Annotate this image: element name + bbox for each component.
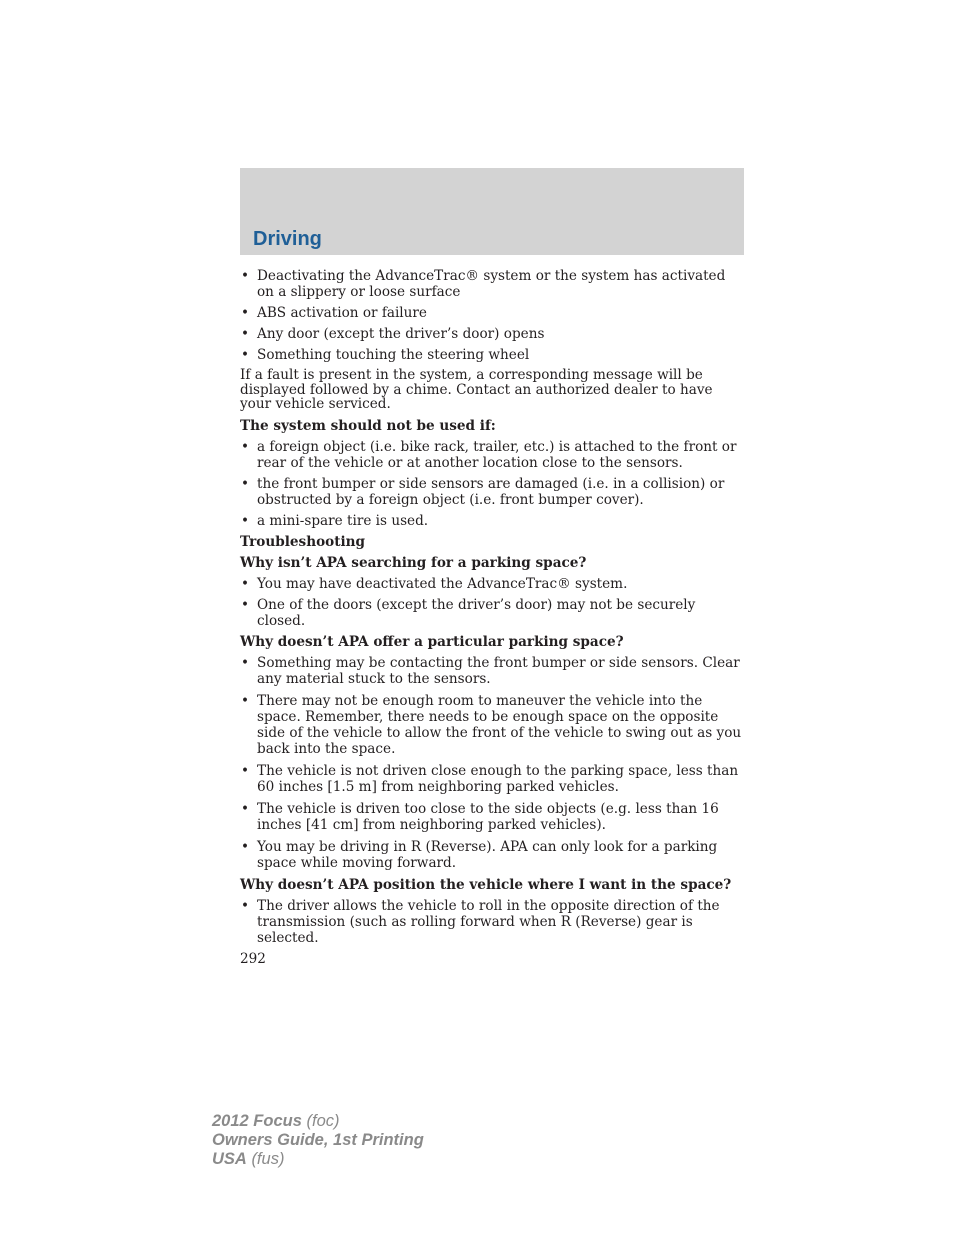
bullet-icon: •: [241, 512, 250, 529]
list-item: • Any door (except the driver’s door) opens: [241, 326, 545, 342]
fault-paragraph: If a fault is present in the system, a corresponding message will be displayed followed by a chime. Contact an authorized dealer to have your vehicle serviced.: [240, 367, 713, 412]
bullet-list-q3: [240, 898, 746, 946]
question-2: Why doesn’t APA offer a particular parking space?: [240, 633, 624, 650]
document-footer: [212, 1112, 424, 1169]
bullet-icon: •: [241, 347, 250, 363]
footer-line-market: USA (fus): [212, 1150, 285, 1168]
list-item: • The vehicle is driven too close to the side objects (e.g. less than 16 inches [41 cm] from neighboring parked vehicles).: [241, 800, 719, 833]
section-title: Driving: [253, 228, 322, 250]
list-item: • Something touching the steering wheel: [241, 347, 530, 363]
footer-line-edition: Owners Guide, 1st Printing: [212, 1131, 424, 1149]
bullet-icon: •: [241, 596, 250, 613]
list-item: • The vehicle is not driven close enough to the parking space, less than 60 inches [1.5 m] from neighboring parked vehicles.: [241, 762, 739, 795]
bullet-icon: •: [241, 305, 250, 321]
bullet-icon: •: [241, 326, 250, 342]
bullet-icon: •: [241, 654, 250, 671]
list-item: • the front bumper or side sensors are damaged (i.e. in a collision) or obstructed by a foreign object (i.e. front bumper cover).: [241, 475, 725, 508]
bullet-icon: •: [241, 897, 250, 914]
page-number: 292: [240, 950, 266, 967]
bullet-icon: •: [241, 762, 250, 779]
list-item: • ABS activation or failure: [241, 305, 427, 321]
question-3: Why doesn’t APA position the vehicle where I want in the space?: [240, 876, 732, 893]
bullet-list-conditions: [240, 268, 746, 363]
section-header: [240, 168, 744, 255]
bullet-icon: •: [241, 838, 250, 855]
list-item: • One of the doors (except the driver’s door) may not be securely closed.: [241, 596, 696, 629]
bullet-icon: •: [241, 438, 250, 455]
bullet-icon: •: [241, 475, 250, 492]
list-item: • There may not be enough room to maneuver the vehicle into the space. Remember, there needs to be enough space on the opposite side of the vehicle to allow the front of the vehicle to swing out as you back into the space.: [241, 692, 742, 757]
list-item: • Deactivating the AdvanceTrac® system or the system has activated on a slippery or loose surface: [241, 268, 726, 300]
list-item: • The driver allows the vehicle to roll in the opposite direction of the transmission (such as rolling forward when R (Reverse) gear is selected.: [241, 897, 720, 946]
bullet-icon: •: [241, 575, 250, 592]
bullet-list-q2: [240, 655, 746, 871]
bullet-icon: •: [241, 692, 250, 709]
bullet-list-q1: [240, 576, 746, 629]
bullet-list-not-used: [240, 439, 746, 529]
footer-line-model: 2012 Focus (foc): [212, 1112, 340, 1130]
list-item: • You may have deactivated the AdvanceTrac® system.: [241, 575, 628, 592]
page-content: [240, 268, 746, 967]
bullet-icon: •: [241, 268, 250, 284]
list-item: • a mini-spare tire is used.: [241, 512, 429, 529]
list-item: • You may be driving in R (Reverse). APA can only look for a parking space while moving forward.: [241, 838, 718, 871]
bullet-icon: •: [241, 800, 250, 817]
question-1: Why isn’t APA searching for a parking space?: [240, 554, 587, 571]
list-item: • Something may be contacting the front bumper or side sensors. Clear any material stuck to the sensors.: [241, 654, 740, 687]
list-item: • a foreign object (i.e. bike rack, trailer, etc.) is attached to the front or rear of the vehicle or at another location close to the sensors.: [241, 438, 737, 471]
heading-not-used: The system should not be used if:: [240, 417, 496, 434]
heading-troubleshooting: Troubleshooting: [240, 533, 366, 550]
